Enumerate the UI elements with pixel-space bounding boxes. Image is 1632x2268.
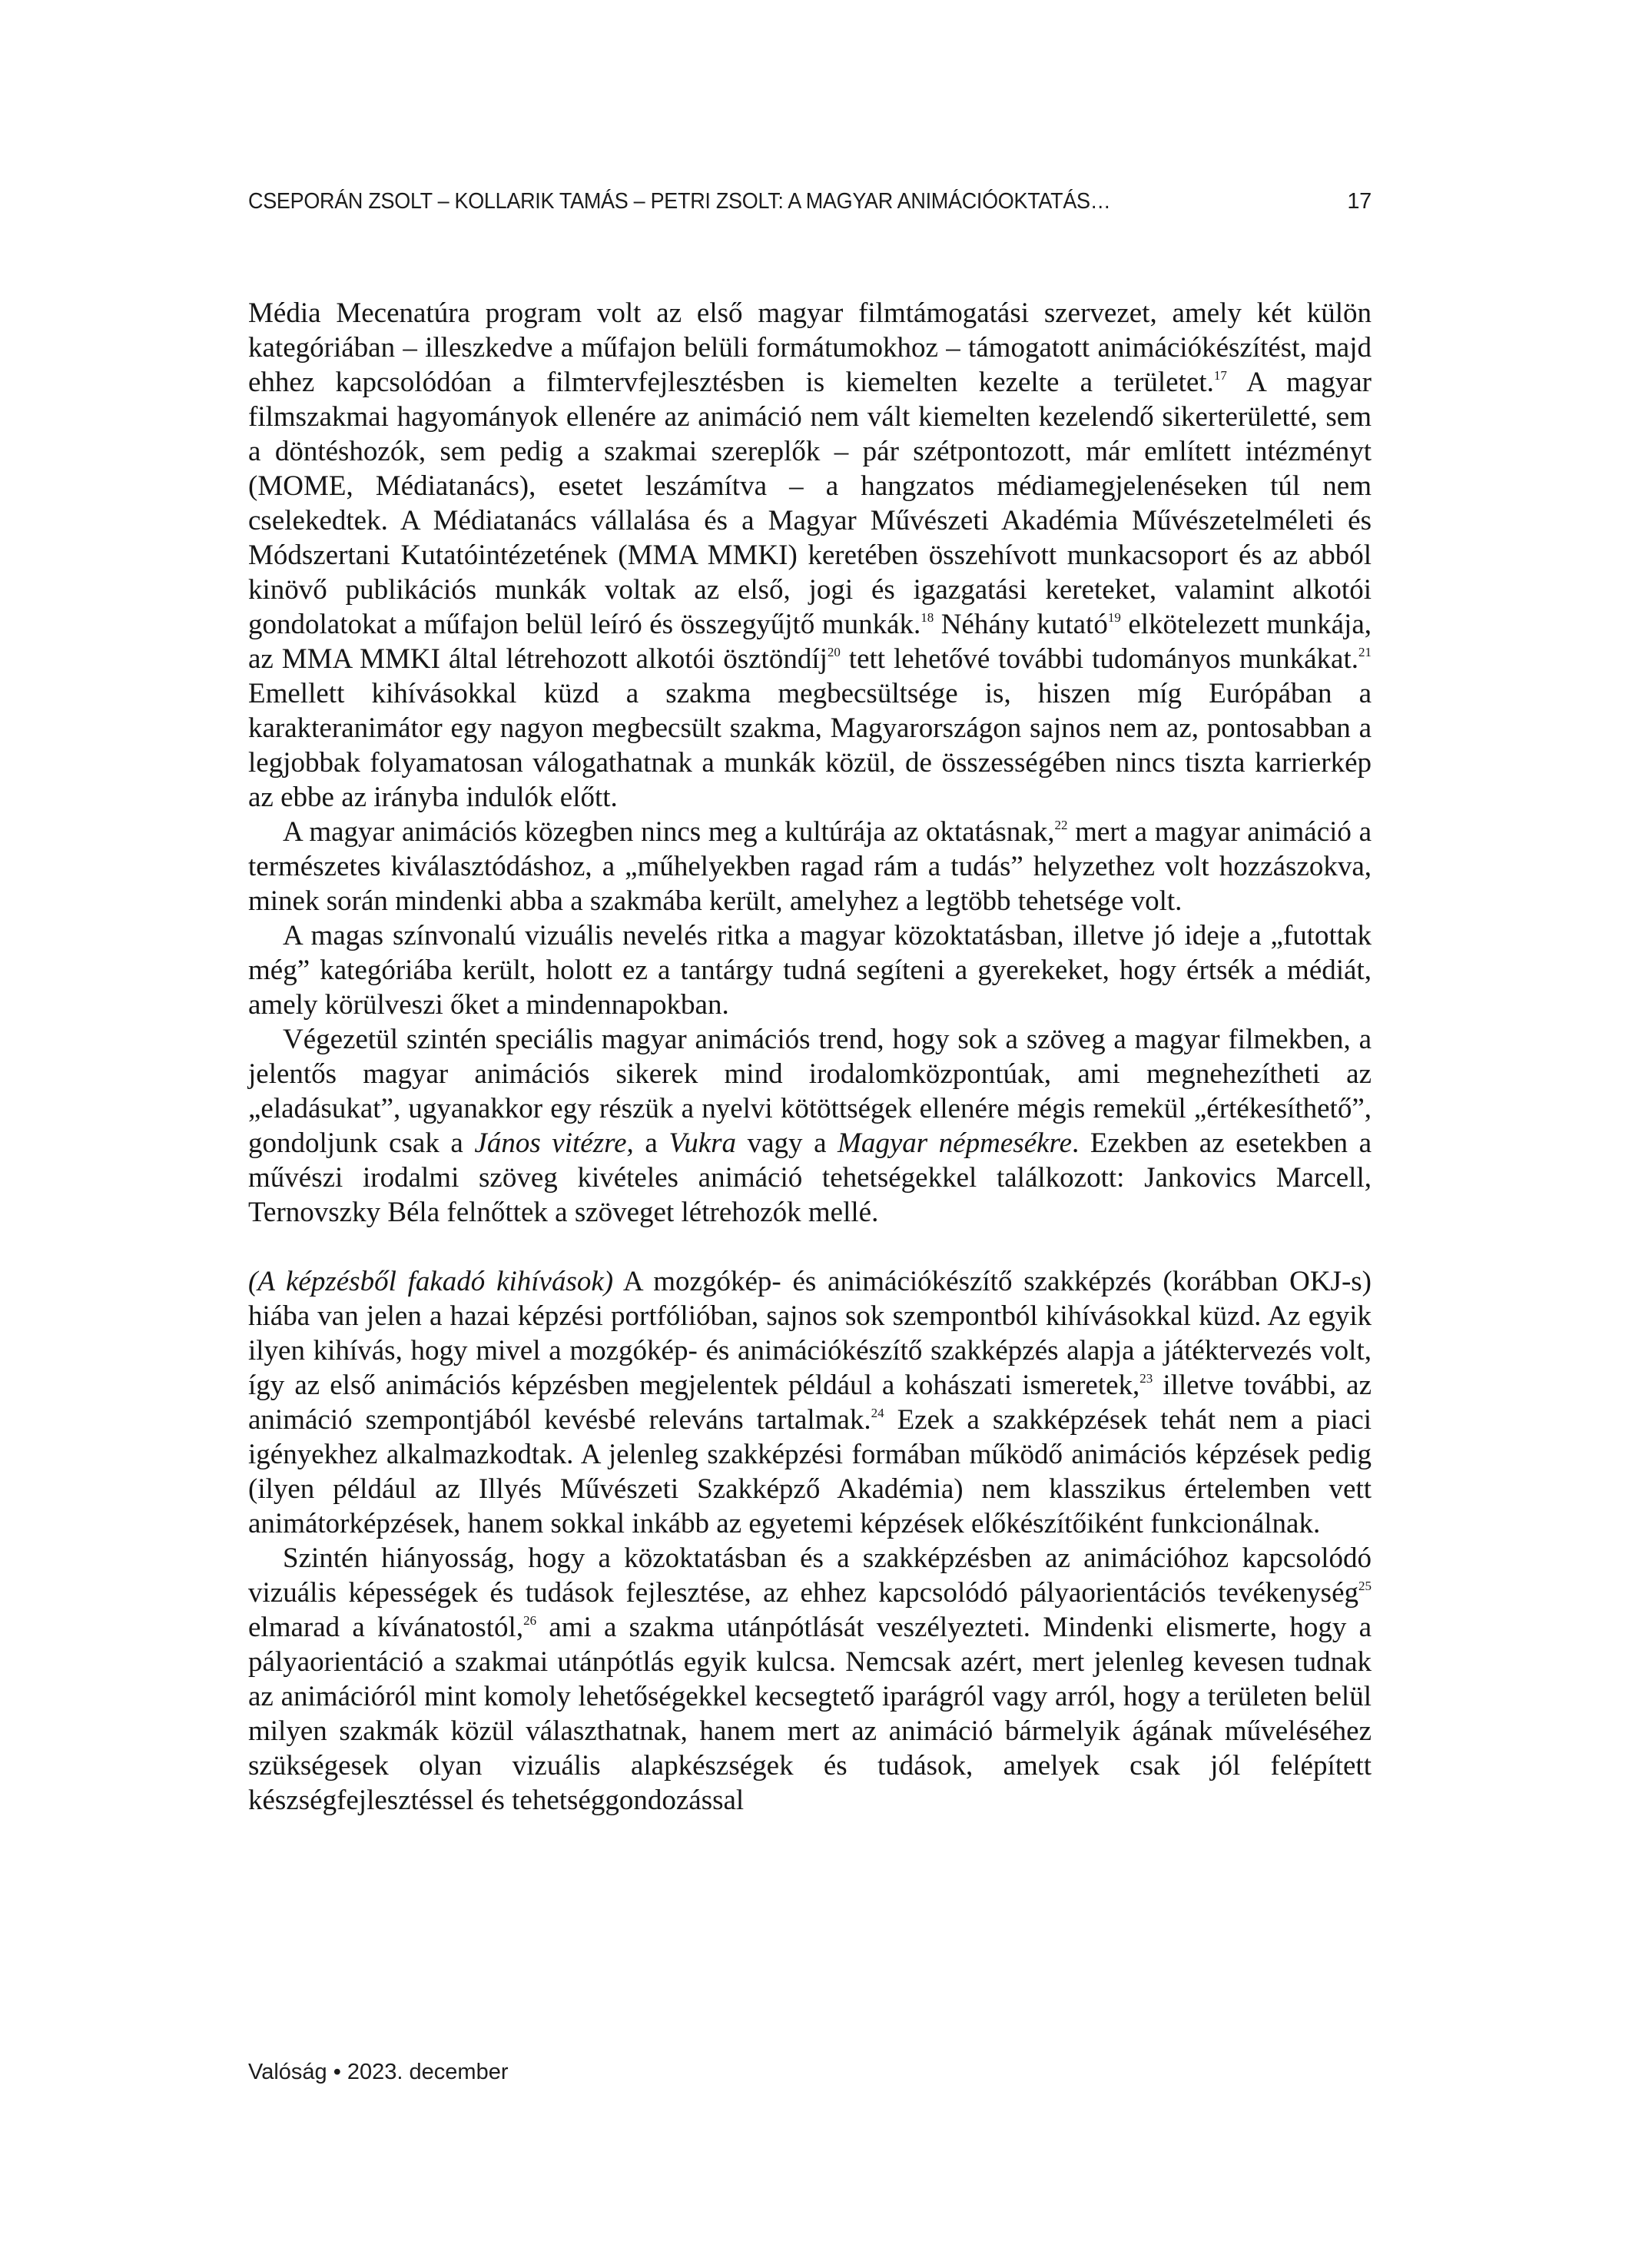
text-run: A magyar animációs közegben nincs meg a kultúrája az oktatásnak, [283,816,1055,848]
text-run: elmarad a kívánatostól, [248,1612,524,1643]
italic-text: Vukra [668,1127,737,1159]
footnote-ref: 22 [1054,817,1068,832]
text-run: Ezek a szakképzések tehát nem a piaci igényekhez alkalmazkodtak. A jelenleg szakképzési formában működő animációs képzések pedig (ilyen például az Illyés Művészeti Szakképző Akadémia) nem klasszikus értelemben vett animátorképzések, hanem sokkal inkább az egyetemi képzések előkészítőiként funkcionálnak. [248,1404,1372,1539]
paragraph [248,918,1372,1022]
footnote-ref: 24 [871,1405,884,1420]
text-run: ami a szakma utánpótlását veszélyezteti. Mindenki elismerte, hogy a pályaorientáció a szakmai utánpótlás egyik kulcsa. Nemcsak azért, mert jelenleg kevesen tudnak az animációról mint komoly lehetőségekkel kecsegtető iparágról vagy arról, hogy a területen belül milyen szakmák közül választhatnak, hanem mert az animáció bármelyik ágának műveléséhez szükségesek olyan vizuális alapkészségek és tudások, amelyek csak jól felépített készségfejlesztéssel és tehetséggondozással [248,1612,1372,1816]
text-run: Emellett kihívásokkal küzd a szakma megbecsültsége is, hiszen míg Európában a karakteranimátor egy nagyon megbecsült szakma, Magyarországon sajnos nem az, pontosabban a legjobbak folyamatosan válogathatnak a munkák közül, de összességében nincs tiszta karrierkép az ebbe az irányba indulók előtt. [248,678,1372,813]
footnote-ref: 21 [1358,644,1372,659]
text-run: Végezetül szintén speciális magyar animációs trend, hogy sok a szöveg a magyar filmekben, a jelentős magyar animációs sikerek mind irodalomközpontúak, ami megnehezítheti az „eladásukat”, ugyanakkor egy részük a nyelvi kötöttségek ellenére mégis remekül „értékesíthető”, gondoljunk csak a [248,1024,1372,1159]
text-run: a [633,1127,669,1159]
italic-text: (A képzésből fakadó kihívások) [248,1266,614,1297]
running-head [248,189,1372,214]
text-run: mert a magyar animáció a természetes kiválasztódáshoz, a „műhelyekben ragad rám a tudás” helyzethez volt hozzászokva, minek során mindenki abba a szakmába került, amelyhez a legtöbb tehetsége volt. [248,816,1372,917]
text-run: . Ezekben az esetekben a művészi irodalmi szöveg kivételes animáció tehetségekkel találkozott: Jankovics Marcell, Ternovszky Béla felnőttek a szöveget létrehozók mellé. [248,1127,1372,1228]
text-run: A magas színvonalú vizuális nevelés ritka a magyar közoktatásban, illetve jó ideje a „futottak még” kategóriába került, holott ez a tantárgy tudná segíteni a gyerekeket, hogy értsék a médiát, amely körülveszi őket a mindennapokban. [248,920,1372,1021]
text-run: tett lehetővé további tudományos munkákat. [840,643,1358,675]
page-footer [248,2060,509,2085]
footnote-ref: 25 [1358,1578,1372,1593]
footnote-ref: 26 [523,1612,537,1628]
paragraph [248,1022,1372,1230]
section-paragraph [248,1264,1372,1541]
text-run: elkötelezett munkája, az MMA MMKI által létrehozott alkotói ösztöndíj [248,609,1372,675]
footnote-ref: 23 [1139,1370,1153,1386]
text-run: Szintén hiányosság, hogy a közoktatásban és a szakképzésben az animációhoz kapcsolódó vizuális képességek és tudások fejlesztése, az ehhez kapcsolódó pályaorientációs tevékenység [248,1542,1372,1609]
text-run: vagy a [736,1127,838,1159]
paragraph [248,296,1372,815]
text-run: A mozgókép- és animációkészítő szakképzés (korábban OKJ-s) hiába van jelen a hazai képzési portfólióban, sajnos sok szempontból kihívásokkal küzd. Az egyik ilyen kihívás, hogy mivel a mozgókép- és animációkészítő szakképzés alapja a játéktervezés volt, így az első animációs képzésben megjelentek például a kohászati ismeretek, [248,1266,1372,1401]
page-number: 17 [1347,189,1372,214]
italic-text: János vitézre, [474,1127,634,1159]
text-run: A magyar filmszakmai hagyományok ellenére az animáció nem vált kiemelten kezelendő sikerterületté, sem a döntéshozók, sem pedig a szakmai szereplők – pár szétpontozott, már említett intézményt (MOME, Médiatanács), esetet leszámítva – a hangzatos médiamegjelenéseken túl nem cselekedtek. A Médiatanács vállalása és a Magyar Művészeti Akadémia Művészetelméleti és Módszertani Kutatóintézetének (MMA MMKI) keretében összehívott munkacsoport és az abból kinövő publikációs munkák voltak az első, jogi és igazgatási kereteket, valamint alkotói gondolatokat a műfajon belül leíró és összegyűjtő munkák. [248,367,1372,640]
footnote-ref: 17 [1213,367,1227,383]
running-title: CSEPORÁN ZSOLT – KOLLARIK TAMÁS – PETRI ZSOLT: A MAGYAR ANIMÁCIÓOKTATÁS… [248,189,1111,214]
text-run: Média Mecenatúra program volt az első magyar filmtámogatási szervezet, amely két külön kategóriában – illeszkedve a műfajon belüli formátumokhoz – támogatott animációkészítést, majd ehhez kapcsolódóan a filmtervfejlesztésben is kiemelten kezelte a területet. [248,297,1372,398]
article-body [248,296,1372,1818]
text-run: illetve további, az animáció szempontjából kevésbé releváns tartalmak. [248,1370,1372,1436]
journal-issue: Valóság • 2023. december [248,2060,509,2084]
paragraph [248,815,1372,918]
text-run: Néhány kutató [934,609,1108,640]
footnote-ref: 18 [920,609,934,625]
italic-text: Magyar népmesékre [838,1127,1073,1159]
footnote-ref: 19 [1107,609,1121,625]
paragraph [248,1541,1372,1818]
footnote-ref: 20 [827,644,841,659]
